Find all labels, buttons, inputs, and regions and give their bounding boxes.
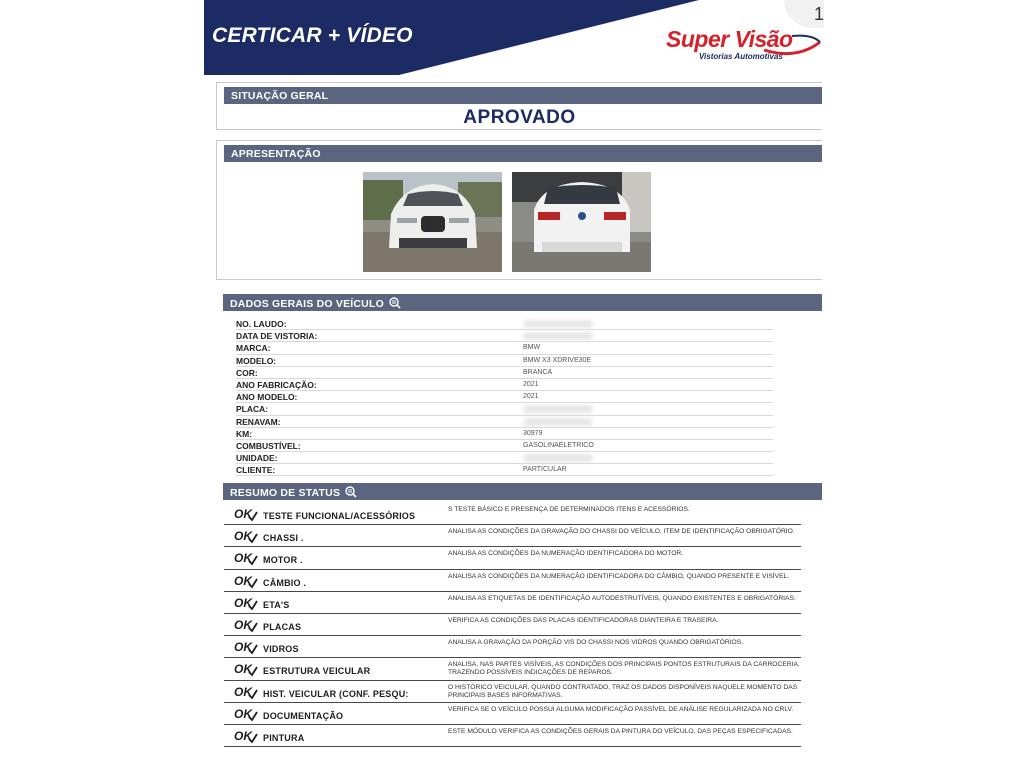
data-row [236,416,773,428]
status-item-description: ANALISA AS CONDIÇÕES DA NUMERAÇÃO IDENTIFICADORA DO CÂMBIO, QUANDO PRESENTE E VISÍVEL. [448,572,790,580]
svg-text:OK: OK [234,551,252,566]
status-row [224,525,801,547]
data-label: UNIDADE: [236,453,278,464]
vehicle-photo-front[interactable] [363,172,502,272]
section-situacao [216,82,822,130]
data-label: MARCA: [236,343,271,354]
svg-text:OK: OK [234,573,252,588]
resumo-title-text: RESUMO DE STATUS [230,487,341,499]
status-item-name: VIDROS [263,644,299,655]
status-item-description: VERIFICA AS CONDIÇÕES DAS PLACAS IDENTIFICADORAS DIANTEIRA E TRASEIRA. [448,616,719,624]
svg-text:OK: OK [234,507,252,521]
ok-check-icon [234,550,258,566]
data-value: 30979 [523,429,543,437]
svg-text:OK: OK [234,728,252,743]
status-item-name: HIST. VEICULAR (CONF. PESQU: [263,688,409,699]
status-row [224,592,801,614]
status-item-name: ETA'S [263,599,290,610]
magnifier-icon [389,297,401,309]
vehicle-photo-rear[interactable] [512,172,651,272]
redacted-value [523,332,593,340]
ok-check-icon [234,506,258,522]
data-row [236,379,773,391]
status-row [224,614,801,636]
section-resumo [216,479,822,503]
redacted-value [523,320,593,328]
data-label: ANO MODELO: [236,392,298,403]
svg-text:OK: OK [234,662,252,677]
svg-text:OK: OK [234,706,252,721]
data-row [236,403,773,415]
data-value: GASOLINAELETRICO [523,441,594,449]
data-label: PLACA: [236,404,269,415]
svg-text:OK: OK [234,617,252,632]
ok-check-icon [234,639,258,655]
status-item-description: ESTE MÓDULO VERIFICA AS CONDIÇÕES GERAIS DA PINTURA DO VEÍCULO, DAS PEÇAS ESPECIFICADAS. [448,727,793,735]
status-item-name: CHASSI . [263,533,304,544]
status-item-name: PLACAS [263,621,302,632]
redacted-value [523,405,593,413]
data-label: DATA DE VISTORIA: [236,331,318,342]
data-value: BMW [523,344,541,352]
report-page [204,0,825,768]
svg-text:OK: OK [234,640,252,655]
data-value: 2021 [523,380,539,388]
redacted-value [523,454,593,462]
status-item-description: VERIFICA SE O VEÍCULO POSSUI ALGUMA MODIFICAÇÃO PASSÍVEL DE ANÁLISE REGULARIZADA NO CRLV. [448,705,794,713]
data-row [236,330,773,342]
car-front-image [363,172,502,272]
data-value: 2021 [523,393,539,401]
data-label: COR: [236,367,258,378]
ok-check-icon [234,573,258,589]
magnifier-icon [345,486,357,498]
data-row [236,428,773,440]
section-apresentacao [216,140,822,280]
status-item-description: ANALISA AS CONDIÇÕES DA GRAVAÇÃO DO CHASSI DO VEÍCULO. ITEM DE IDENTIFICAÇÃO OBRIGATÓRIO. [448,528,795,536]
status-row [224,570,801,592]
status-item-description: ANALISA AS ETIQUETAS DE IDENTIFICAÇÃO AUTODESTRUTÍVEIS, QUANDO EXISTENTES E OBRIGATÓRIAS. [448,594,796,602]
ok-check-icon [234,684,258,700]
ok-check-icon [234,728,258,744]
status-item-name: TESTE FUNCIONAL/ACESSÓRIOS [263,511,416,521]
overall-status: APROVADO [463,107,576,128]
status-item-name: DOCUMENTAÇÃO [263,710,344,721]
ok-check-icon [234,661,258,677]
ok-check-icon [234,595,258,611]
status-row [224,658,801,680]
status-item-description: ANALISA, NAS PARTES VISÍVEIS, AS CONDIÇÕES DOS PRINCIPAIS PONTOS ESTRUTURAIS DA CARROCERIA, TRAZENDO POSSÍVEIS INDICAÇÕES DE REPAROS. [448,661,800,677]
status-item-name: PINTURA [263,732,305,743]
section-title-situacao: SITUAÇÃO GERAL [224,87,822,104]
status-row [224,503,801,525]
status-row [224,547,801,569]
brand-tagline: Vistorias Automotivas [699,52,783,61]
vehicle-data-table [236,318,773,476]
data-label: CLIENTE: [236,465,276,476]
section-title-resumo [223,483,822,500]
svg-text:OK: OK [234,684,252,699]
status-item-name: MOTOR . [263,555,303,566]
page-number: 1 [814,4,825,24]
data-label: NO. LAUDO: [236,319,287,329]
brand-name-first: Super [666,26,729,52]
status-row [224,703,801,725]
report-title: CERTICAR + VÍDEO [212,24,413,47]
status-item-description: ANALISA A GRAVAÇÃO DA PORÇÃO VIS DO CHASSI NOS VIDROS QUANDO OBRIGATÓRIOS. [448,639,744,647]
status-item-name: CÂMBIO . [263,577,307,588]
report-header [204,0,825,75]
data-label: ANO FABRICAÇÃO: [236,379,317,390]
dados-title-text: DADOS GERAIS DO VEÍCULO [230,298,384,310]
status-list [224,503,801,747]
data-row [236,318,773,330]
ok-check-icon [234,706,258,722]
data-row [236,464,773,476]
svg-text:OK: OK [234,529,252,544]
brand-logo [666,26,822,66]
status-row [224,725,801,747]
car-rear-image [512,172,651,272]
redacted-value [523,418,593,426]
data-label: COMBUSTÍVEL: [236,440,301,451]
data-label: KM: [236,428,253,439]
data-row [236,391,773,403]
ok-check-icon [234,528,258,544]
data-label: MODELO: [236,355,277,366]
data-row [236,355,773,367]
section-title-dados [223,294,822,311]
status-item-description: O HISTÓRICO VEICULAR, QUANDO CONTRATADO, TRAZ OS DADOS DISPONÍVEIS NAQUELE MOMENTO DAS PRINCIPAIS BASES INFORMATIVAS. [448,683,798,699]
status-item-name: ESTRUTURA VEICULAR [263,666,371,677]
data-row [236,367,773,379]
data-row [236,440,773,452]
data-row [236,452,773,464]
status-item-description: S TESTE BÁSICO E PRESENÇA DE DETERMINADOS ITENS E ACESSÓRIOS. [448,506,690,513]
ok-check-icon [234,617,258,633]
section-title-apresentacao: APRESENTAÇÃO [224,145,822,162]
data-row [236,342,773,354]
data-value: BRANCA [523,368,553,376]
svg-text:OK: OK [234,595,252,610]
data-value: PARTICULAR [523,466,567,474]
status-item-description: ANALISA AS CONDIÇÕES DA NUMERAÇÃO IDENTIFICADORA DO MOTOR. [448,550,684,558]
data-label: RENAVAM: [236,416,281,427]
data-value: BMW X3 XDRIVE30E [523,356,592,364]
status-row [224,636,801,658]
status-row [224,681,801,703]
brand-name-second: Visão [734,26,793,52]
